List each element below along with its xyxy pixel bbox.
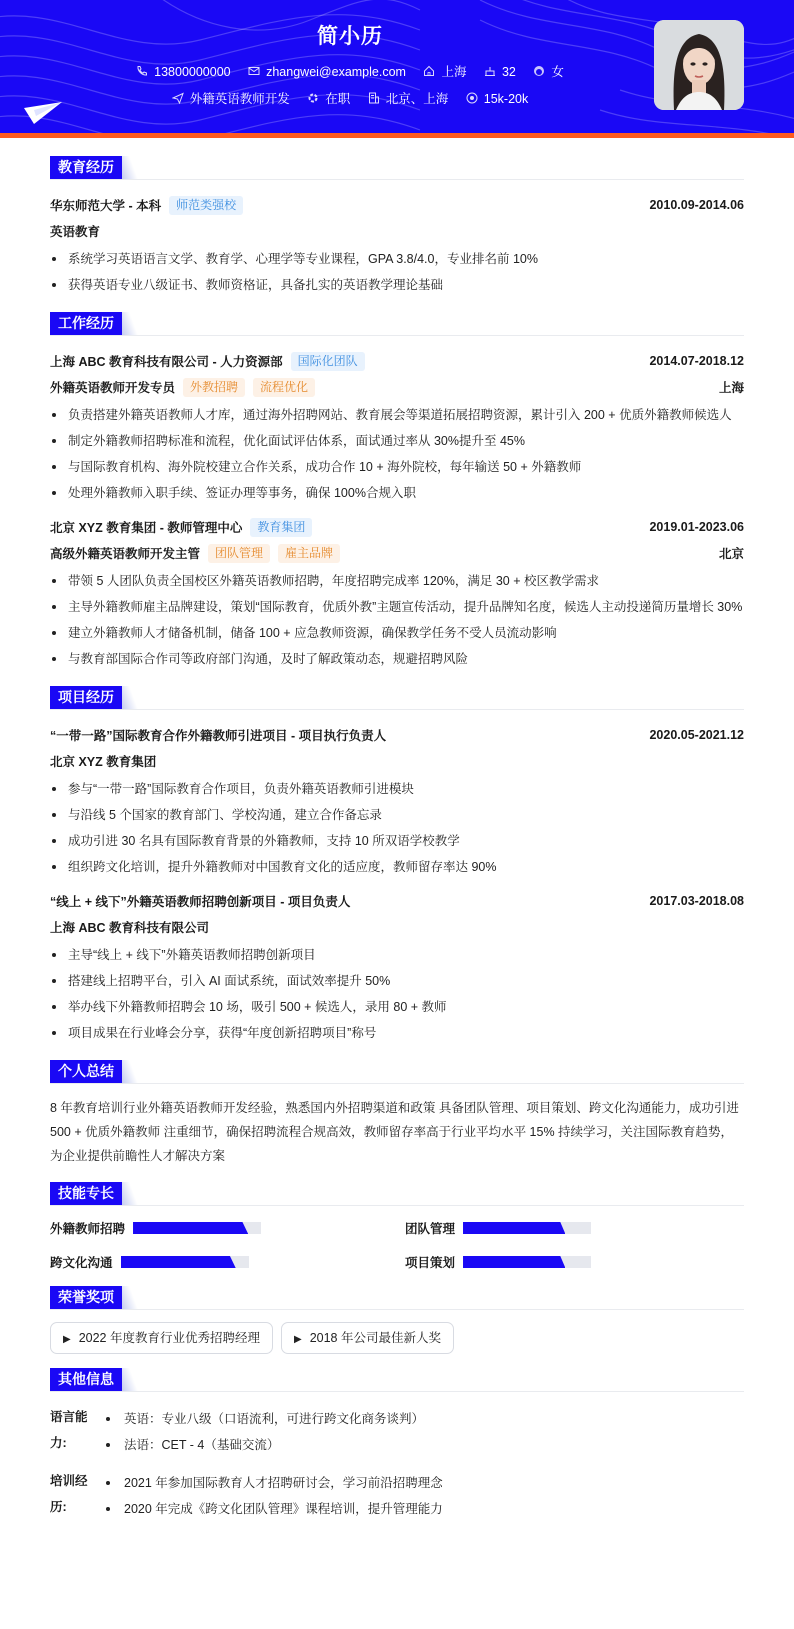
summary-section xyxy=(50,1060,744,1168)
skill-bar xyxy=(463,1256,591,1268)
intent-position-item: 外籍英语教师开发 xyxy=(172,89,290,107)
cake-icon xyxy=(484,65,496,77)
work-bullets xyxy=(50,568,744,672)
awards-list xyxy=(50,1322,744,1354)
list-item: 2020 年完成《跨文化团队管理》课程培训，提升管理能力 xyxy=(104,1496,443,1522)
role-tag: 外教招聘 xyxy=(183,378,245,397)
role-tag: 流程优化 xyxy=(253,378,315,397)
education-bullets xyxy=(50,246,744,298)
gender-icon xyxy=(533,65,545,77)
skill-bar xyxy=(463,1222,591,1234)
intent-salary-item: 15k-20k xyxy=(466,92,528,106)
section-title: 技能专长 xyxy=(50,1182,122,1205)
project-entry xyxy=(50,888,744,1046)
role-tag: 雇主品牌 xyxy=(278,544,340,563)
skill-item xyxy=(50,1252,405,1272)
work-entry xyxy=(50,514,744,672)
section-title: 项目经历 xyxy=(50,686,122,709)
list-item: 项目成果在行业峰会分享，获得“年度创新招聘项目”称号 xyxy=(50,1020,744,1046)
list-item: 与国际教育机构、海外院校建立合作关系，成功合作 10 + 海外院校，每年输送 50 + 外籍教师 xyxy=(50,454,744,480)
list-item: 英语：专业八级（口语流利，可进行跨文化商务谈判） xyxy=(104,1406,424,1432)
work-bullets xyxy=(50,402,744,506)
role-name: 高级外籍英语教师开发主管 xyxy=(50,547,201,561)
skill-name: 团队管理 xyxy=(405,1222,456,1236)
award-chip: ▶ 2018 年公司最佳新人奖 xyxy=(281,1322,454,1354)
list-item: 与沿线 5 个国家的教育部门、学校沟通，建立合作备忘录 xyxy=(50,802,744,828)
list-item: 带领 5 人团队负责全国校区外籍英语教师招聘，年度招聘完成率 120%，满足 30 + 校区教学需求 xyxy=(50,568,744,594)
project-date: 2020.05-2021.12 xyxy=(649,728,744,742)
project-date: 2017.03-2018.08 xyxy=(649,894,744,908)
company-tag: 教育集团 xyxy=(250,518,312,537)
awards-section xyxy=(50,1286,744,1354)
mail-icon xyxy=(248,65,260,77)
role-name: 外籍英语教师开发专员 xyxy=(50,381,176,395)
company-tag: 国际化团队 xyxy=(291,352,365,371)
age-item: 32 xyxy=(484,65,516,79)
skill-bar xyxy=(133,1222,261,1234)
project-name: “一带一路”国际教育合作外籍教师引进项目 - 项目执行负责人 xyxy=(50,729,387,743)
section-header xyxy=(50,686,744,710)
section-header xyxy=(50,156,744,180)
contact-info-row xyxy=(0,62,700,80)
triangle-right-icon: ▶ xyxy=(63,1334,71,1345)
email-item: zhangwei@example.com xyxy=(248,65,406,79)
company-name: 北京 XYZ 教育集团 - 教师管理中心 xyxy=(50,521,243,535)
portrait-image xyxy=(654,20,744,110)
job-intent-row xyxy=(0,89,700,107)
project-name: “线上 + 线下”外籍英语教师招聘创新项目 - 项目负责人 xyxy=(50,895,351,909)
work-date: 2014.07-2018.12 xyxy=(649,354,744,368)
skill-bar xyxy=(121,1256,249,1268)
award-chip: ▶ 2022 年度教育行业优秀招聘经理 xyxy=(50,1322,273,1354)
skill-item xyxy=(405,1252,744,1272)
list-item: 获得英语专业八级证书、教师资格证，具备扎实的英语教学理论基础 xyxy=(50,272,744,298)
section-title: 个人总结 xyxy=(50,1060,122,1083)
list-item: 主导外籍教师雇主品牌建设，策划“国际教育，优质外教”主题宣传活动，提升品牌知名度，候选人主动投递简历量增长 30% xyxy=(50,594,744,620)
section-header xyxy=(50,312,744,336)
phone-item: 13800000000 xyxy=(136,65,230,79)
education-section xyxy=(50,156,744,298)
list-item: 2021 年参加国际教育人才招聘研讨会，学习前沿招聘理念 xyxy=(104,1470,443,1496)
intent-city-item: 北京、上海 xyxy=(368,89,449,107)
list-item: 组织跨文化培训，提升外籍教师对中国教育文化的适应度，教师留存率达 90% xyxy=(50,854,744,880)
list-item: 主导“线上 + 线下”外籍英语教师招聘创新项目 xyxy=(50,942,744,968)
training-list xyxy=(104,1470,443,1522)
section-title: 工作经历 xyxy=(50,312,122,335)
project-org: 北京 XYZ 教育集团 xyxy=(50,755,157,769)
work-section xyxy=(50,312,744,672)
intent-status-item: 在职 xyxy=(307,89,350,107)
list-item: 负责搭建外籍英语教师人才库，通过海外招聘网站、教育展会等渠道拓展招聘资源，累计引入 200 + 优质外籍教师候选人 xyxy=(50,402,744,428)
language-group xyxy=(50,1404,744,1458)
skill-bar-fill xyxy=(463,1256,565,1268)
project-org: 上海 ABC 教育科技有限公司 xyxy=(50,921,210,935)
projects-section xyxy=(50,686,744,1046)
group-label: 培训经历: xyxy=(50,1474,88,1514)
send-icon xyxy=(172,92,184,104)
list-item: 制定外籍教师招聘标准和流程，优化面试评估体系，面试通过率从 30%提升至 45% xyxy=(50,428,744,454)
work-city: 上海 xyxy=(718,381,744,395)
skill-name: 跨文化沟通 xyxy=(50,1256,113,1270)
list-item: 搭建线上招聘平台，引入 AI 面试系统，面试效率提升 50% xyxy=(50,968,744,994)
triangle-right-icon: ▶ xyxy=(293,1334,302,1345)
work-entry xyxy=(50,348,744,506)
skill-bar-fill xyxy=(121,1256,236,1268)
list-item: 举办线下外籍教师招聘会 10 场，吸引 500 + 候选人，录用 80 + 教师 xyxy=(50,994,744,1020)
project-bullets xyxy=(50,942,744,1046)
group-label: 语言能力: xyxy=(50,1410,88,1450)
skills-grid xyxy=(50,1218,744,1272)
profile-photo xyxy=(654,20,744,110)
section-header xyxy=(50,1182,744,1206)
skill-item xyxy=(50,1218,405,1238)
education-entry xyxy=(50,192,744,298)
section-title: 教育经历 xyxy=(50,156,122,179)
list-item: 建立外籍教师人才储备机制，储备 100 + 应急教师资源，确保教学任务不受人员流动影响 xyxy=(50,620,744,646)
section-header xyxy=(50,1286,744,1310)
school-name: 华东师范大学 - 本科 xyxy=(50,199,162,213)
skill-bar-fill xyxy=(463,1222,565,1234)
paper-plane-icon xyxy=(24,102,64,126)
project-bullets xyxy=(50,776,744,880)
list-item: 与教育部国际合作司等政府部门沟通，及时了解政策动态，规避招聘风险 xyxy=(50,646,744,672)
phone-icon xyxy=(136,65,148,77)
list-item: 成功引进 30 名具有国际教育背景的外籍教师，支持 10 所双语学校教学 xyxy=(50,828,744,854)
resume-body xyxy=(0,138,794,1556)
section-header xyxy=(50,1368,744,1392)
list-item: 参与“一带一路”国际教育合作项目，负责外籍英语教师引进模块 xyxy=(50,776,744,802)
resume-header xyxy=(0,0,794,138)
major-name: 英语教育 xyxy=(50,225,101,239)
list-item: 处理外籍教师入职手续、签证办理等事务，确保 100%合规入职 xyxy=(50,480,744,506)
company-name: 上海 ABC 教育科技有限公司 - 人力资源部 xyxy=(50,355,283,369)
gender-item: 女 xyxy=(533,62,564,80)
building-icon xyxy=(368,92,380,104)
skill-item xyxy=(405,1218,744,1238)
location-item: 上海 xyxy=(423,62,466,80)
list-item: 系统学习英语语言文学、教育学、心理学等专业课程，GPA 3.8/4.0，专业排名前 10% xyxy=(50,246,744,272)
section-title: 其他信息 xyxy=(50,1368,122,1391)
candidate-name: 简小历 xyxy=(317,25,383,48)
status-icon xyxy=(307,92,319,104)
language-list xyxy=(104,1406,424,1458)
skills-section xyxy=(50,1182,744,1272)
header-accent-stripe xyxy=(0,133,794,138)
skill-name: 项目策划 xyxy=(405,1256,456,1270)
skill-name: 外籍教师招聘 xyxy=(50,1222,126,1236)
summary-text: 8 年教育培训行业外籍英语教师开发经验，熟悉国内外招聘渠道和政策 具备团队管理、项目策划、跨文化沟通能力，成功引进 500 + 优质外籍教师 注重细节，确保招聘流程合规高效，教师留存率高于行业平均水平 15% 持续学习，关注国际教育趋势，为企业提供前瞻性人才解决方案 xyxy=(50,1101,739,1163)
other-info-section xyxy=(50,1368,744,1522)
home-icon xyxy=(423,65,435,77)
salary-icon xyxy=(466,92,478,104)
section-header xyxy=(50,1060,744,1084)
school-tag: 师范类强校 xyxy=(169,196,243,215)
section-title: 荣誉奖项 xyxy=(50,1286,122,1309)
list-item: 法语：CET - 4（基础交流） xyxy=(104,1432,424,1458)
work-date: 2019.01-2023.06 xyxy=(649,520,744,534)
education-date: 2010.09-2014.06 xyxy=(649,198,744,212)
project-entry xyxy=(50,722,744,880)
work-city: 北京 xyxy=(718,547,744,561)
skill-bar-fill xyxy=(133,1222,248,1234)
training-group xyxy=(50,1468,744,1522)
role-tag: 团队管理 xyxy=(208,544,270,563)
